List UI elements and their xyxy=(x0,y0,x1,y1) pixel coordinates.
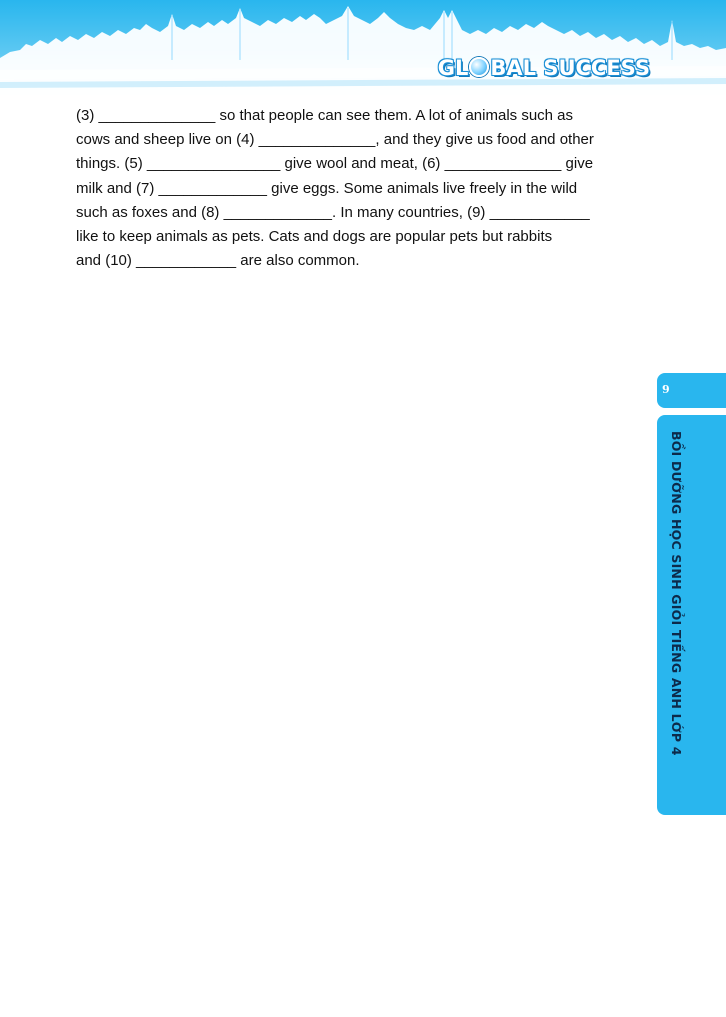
brand-text-end: BAL SUCCESS xyxy=(490,56,650,80)
passage-line: like to keep animals as pets. Cats and dogs are popular pets but rabbits xyxy=(76,228,553,246)
passage-line: things. (5) ________________ give wool and meat, (6) ______________ give xyxy=(76,155,594,173)
page-number-tab xyxy=(657,373,726,408)
globe-icon xyxy=(469,57,489,77)
passage-line: such as foxes and (8) _____________. In many countries, (9) ____________ xyxy=(76,203,590,221)
book-title: BỒI DƯỠNG HỌC SINH GIỎI TIẾNG ANH LỚP 4 xyxy=(669,431,684,756)
page-number: 9 xyxy=(662,383,670,396)
city-skyline-illustration xyxy=(0,0,726,100)
global-success-logo xyxy=(438,56,650,80)
passage-line: (3) ______________ so that people can see them. A lot of animals such as xyxy=(76,107,574,124)
exercise-passage xyxy=(76,104,643,273)
passage-line: cows and sheep live on (4) ______________, and they give us food and other xyxy=(76,131,594,149)
book-title-tab xyxy=(657,415,726,815)
brand-text-start: GL xyxy=(437,56,469,80)
header-banner xyxy=(0,0,726,100)
passage-line: milk and (7) _____________ give eggs. Some animals live freely in the wild xyxy=(76,179,578,197)
passage-line: and (10) ____________ are also common. xyxy=(76,252,360,270)
